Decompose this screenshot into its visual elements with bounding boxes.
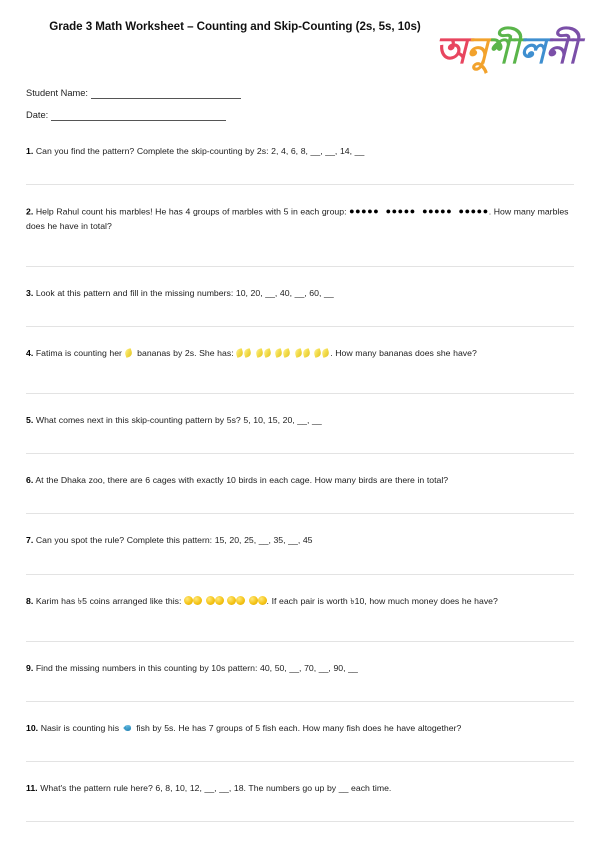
student-name-row — [26, 88, 574, 99]
gap-3 — [26, 327, 574, 346]
question-9 — [26, 661, 574, 701]
banana-pairs — [236, 348, 330, 358]
divider-11 — [26, 821, 574, 822]
question-2-number: 2. — [26, 206, 34, 217]
question-7 — [26, 533, 574, 573]
answer-space-1[interactable] — [26, 158, 574, 184]
page-title: Grade 3 Math Worksheet – Counting and Skip-Counting (2s, 5s, 10s) — [49, 20, 421, 33]
banana-icon — [125, 348, 133, 357]
question-6 — [26, 473, 574, 513]
coin-icon — [249, 596, 258, 605]
question-9-number: 9. — [26, 662, 34, 673]
date-row — [26, 110, 574, 121]
banana-icon — [244, 348, 252, 357]
banana-icon — [303, 348, 311, 357]
question-4 — [26, 346, 574, 393]
question-list — [0, 132, 600, 822]
logo-glyph-2: নু — [466, 30, 488, 72]
question-11-text — [26, 781, 574, 795]
coin-icon — [193, 596, 202, 605]
question-5-body: What comes next in this skip-counting pattern by 5s? 5, 10, 15, 20, __, __ — [35, 415, 322, 426]
coin-icon — [184, 596, 193, 605]
anushilani-logo — [426, 22, 586, 80]
question-2-body-1: Help Rahul count his marbles! He has 4 groups of marbles with 5 in each group: — [35, 206, 350, 217]
question-8-text — [26, 594, 574, 608]
logo-text — [435, 30, 577, 72]
question-4-body-2: bananas by 2s. She has: — [134, 348, 237, 359]
question-8-number: 8. — [26, 595, 34, 606]
banana-icon — [295, 348, 303, 357]
answer-space-8[interactable] — [26, 608, 574, 641]
answer-space-11[interactable] — [26, 795, 574, 821]
question-8 — [26, 594, 574, 641]
question-1-text — [26, 144, 574, 158]
question-5-text — [26, 413, 574, 427]
question-5 — [26, 413, 574, 453]
question-11-body: What's the pattern rule here? 6, 8, 10, 12, __, __, 18. The numbers go up by __ each time. — [40, 782, 392, 793]
question-2-text — [26, 204, 574, 233]
logo-glyph-5: নী — [545, 30, 577, 72]
gap-7 — [26, 575, 574, 594]
question-4-text — [26, 346, 574, 360]
question-1-body: Can you find the pattern? Complete the skip-counting by 2s: 2, 4, 6, 8, __, __, 14, __ — [35, 146, 365, 157]
question-10-body-2: fish by 5s. He has 7 groups of 5 fish each. How many fish does he have altogether? — [133, 722, 462, 733]
student-name-label: Student Name: — [26, 88, 89, 98]
question-9-text — [26, 661, 574, 675]
coin-icon — [206, 596, 215, 605]
question-11 — [26, 781, 574, 821]
worksheet-header — [0, 0, 600, 80]
question-7-text — [26, 533, 574, 547]
question-10 — [26, 721, 574, 761]
banana-icon — [256, 348, 264, 357]
coin-icon — [258, 596, 267, 605]
question-1 — [26, 144, 574, 184]
question-8-body-1: Karim has ৳5 coins arranged like this: — [35, 595, 185, 606]
question-5-number: 5. — [26, 415, 34, 426]
date-label: Date: — [26, 110, 49, 121]
question-9-body: Find the missing numbers in this counting by 10s pattern: 40, 50, __, 70, __, 90, __ — [35, 662, 358, 673]
question-6-number: 6. — [26, 475, 34, 486]
gap-4 — [26, 394, 574, 413]
question-8-body-2: . If each pair is worth ৳10, how much money does he have? — [266, 595, 498, 606]
answer-space-7[interactable] — [26, 548, 574, 574]
gap-6 — [26, 514, 574, 533]
answer-space-5[interactable] — [26, 427, 574, 453]
banana-icon — [264, 348, 272, 357]
question-4-body-1: Fatima is counting her — [35, 348, 125, 359]
gap-9 — [26, 702, 574, 721]
answer-space-4[interactable] — [26, 360, 574, 393]
coin-icon — [215, 596, 224, 605]
question-3 — [26, 286, 574, 326]
answer-space-2[interactable] — [26, 233, 574, 266]
answer-space-3[interactable] — [26, 300, 574, 326]
question-7-number: 7. — [26, 535, 34, 546]
logo-glyph-1: অ — [435, 30, 467, 72]
question-3-text — [26, 286, 574, 300]
question-10-body-1: Nasir is counting his — [40, 722, 122, 733]
question-3-body: Look at this pattern and fill in the missing numbers: 10, 20, __, 40, __, 60, __ — [35, 288, 334, 299]
student-name-input[interactable] — [91, 89, 241, 99]
banana-icon — [322, 348, 330, 357]
gap-5 — [26, 454, 574, 473]
coin-icon — [227, 596, 236, 605]
question-2-body-2: . How many marbles does he have in total? — [26, 206, 569, 231]
answer-space-9[interactable] — [26, 675, 574, 701]
logo-glyph-4: ল — [518, 30, 546, 72]
question-10-number: 10. — [26, 722, 39, 733]
gap-1 — [26, 185, 574, 204]
question-11-number: 11. — [26, 782, 38, 793]
answer-space-6[interactable] — [26, 487, 574, 513]
gap-8 — [26, 642, 574, 661]
question-4-number: 4. — [26, 348, 34, 359]
logo-glyph-3: শী — [487, 30, 519, 72]
gap-2 — [26, 267, 574, 286]
gap-10 — [26, 762, 574, 781]
marble-dots: ●●●●● ●●●●● ●●●●● ●●●●● — [349, 206, 489, 217]
question-3-number: 3. — [26, 288, 34, 299]
fish-icon — [123, 724, 133, 731]
question-6-body: At the Dhaka zoo, there are 6 cages with exactly 10 birds in each cage. How many birds are there in total? — [35, 475, 449, 486]
student-fields — [0, 80, 600, 121]
question-10-text — [26, 721, 574, 735]
question-6-text — [26, 473, 574, 487]
question-1-number: 1. — [26, 146, 34, 157]
coin-icon — [236, 596, 245, 605]
question-4-body-3: . How many bananas does she have? — [330, 348, 477, 359]
answer-space-10[interactable] — [26, 735, 574, 761]
coin-pairs — [184, 596, 267, 606]
question-7-body: Can you spot the rule? Complete this pattern: 15, 20, 25, __, 35, __, 45 — [35, 535, 313, 546]
date-input[interactable] — [51, 111, 226, 121]
banana-icon — [283, 348, 291, 357]
question-2 — [26, 204, 574, 266]
